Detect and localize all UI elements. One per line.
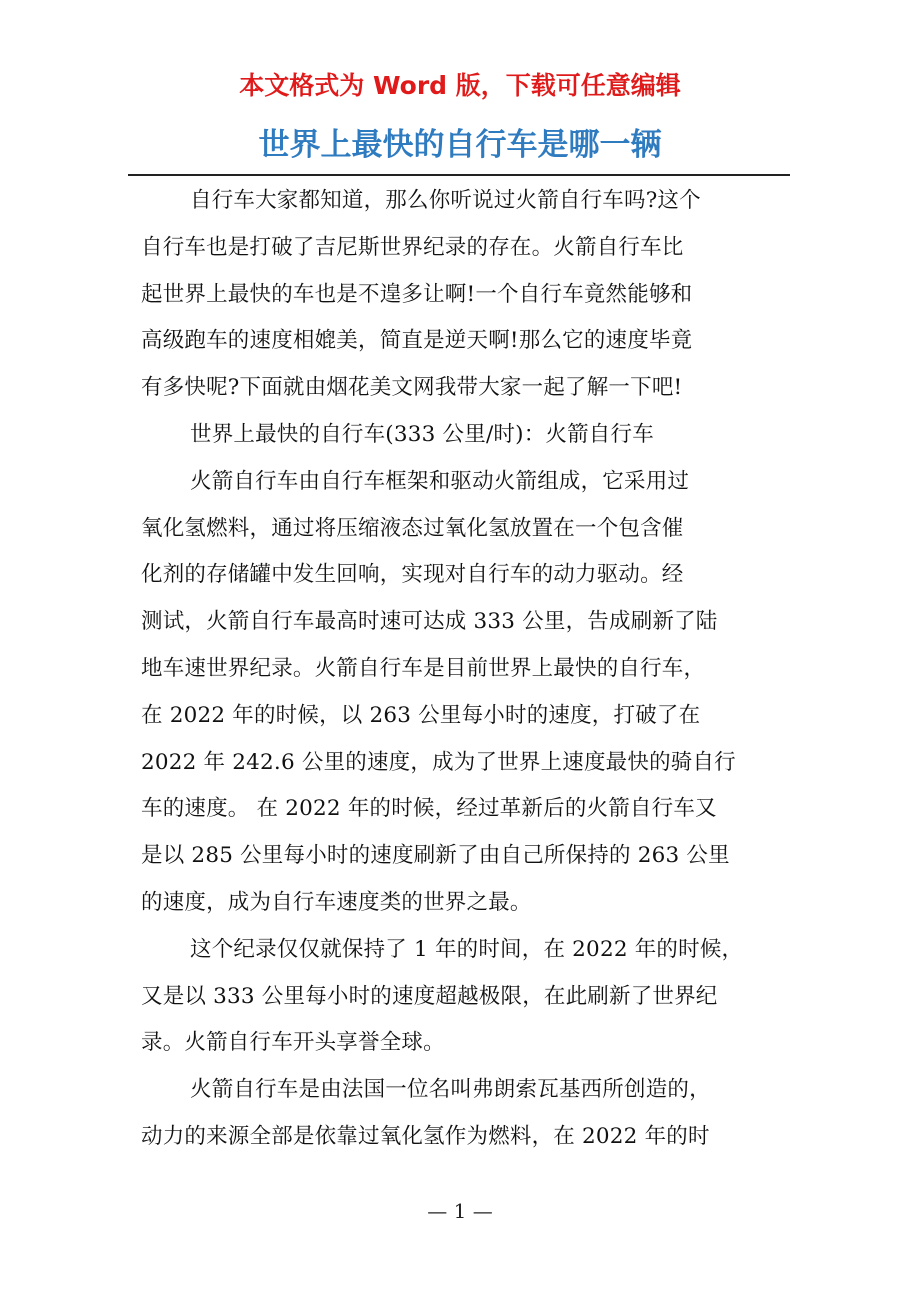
text-line: 的速度，成为自行车速度类的世界之最。 xyxy=(141,889,532,915)
text-line: 这个纪录仅仅就保持了 1 年的时间，在 2022 年的时候， xyxy=(190,936,744,962)
text-line: 有多快呢?下面就由烟花美文网我带大家一起了解一下吧! xyxy=(141,375,683,401)
text-line: 起世界上最快的车也是不遑多让啊!一个自行车竟然能够和 xyxy=(141,281,693,307)
text-line: 车的速度。 在 2022 年的时候，经过革新后的火箭自行车又 xyxy=(141,796,717,822)
text-line: 又是以 333 公里每小时的速度超越极限，在此刷新了世界纪 xyxy=(141,983,718,1009)
text-line: 高级跑车的速度相媲美，简直是逆天啊!那么它的速度毕竟 xyxy=(141,328,693,354)
document-title: 世界上最快的自行车是哪一辆 xyxy=(258,127,662,163)
text-line: 动力的来源全部是依靠过氧化氢作为燃料，在 2022 年的时 xyxy=(141,1123,710,1149)
text-line: 自行车也是打破了吉尼斯世界纪录的存在。火箭自行车比 xyxy=(141,234,684,260)
title-divider xyxy=(128,174,790,176)
text-line: 测试，火箭自行车最高时速可达成 333 公里，告成刷新了陆 xyxy=(141,609,718,635)
text-line: 化剂的存储罐中发生回响，实现对自行车的动力驱动。经 xyxy=(141,562,684,588)
text-line: 录。火箭自行车开头享誉全球。 xyxy=(141,1030,445,1056)
text-line: 氧化氢燃料，通过将压缩液态过氧化氢放置在一个包含催 xyxy=(141,515,684,541)
page-number: — 1 — xyxy=(427,1199,493,1223)
section-heading-line: 世界上最快的自行车(333 公里/时)：火箭自行车 xyxy=(190,421,654,447)
format-notice-banner: 本文格式为 Word 版，下载可任意编辑 xyxy=(239,71,681,100)
text-line: 2022 年 242.6 公里的速度，成为了世界上速度最快的骑自行 xyxy=(141,749,736,775)
text-line: 地车速世界纪录。火箭自行车是目前世界上最快的自行车， xyxy=(141,655,706,681)
text-line: 火箭自行车由自行车框架和驱动火箭组成，它采用过 xyxy=(190,468,690,494)
text-line: 自行车大家都知道，那么你听说过火箭自行车吗?这个 xyxy=(190,188,701,213)
text-line: 在 2022 年的时候，以 263 公里每小时的速度，打破了在 xyxy=(141,702,701,728)
text-line: 是以 285 公里每小时的速度刷新了由自己所保持的 263 公里 xyxy=(141,843,730,869)
text-line: 火箭自行车是由法国一位名叫弗朗索瓦基西所创造的， xyxy=(190,1077,711,1103)
article-body xyxy=(141,178,781,1161)
